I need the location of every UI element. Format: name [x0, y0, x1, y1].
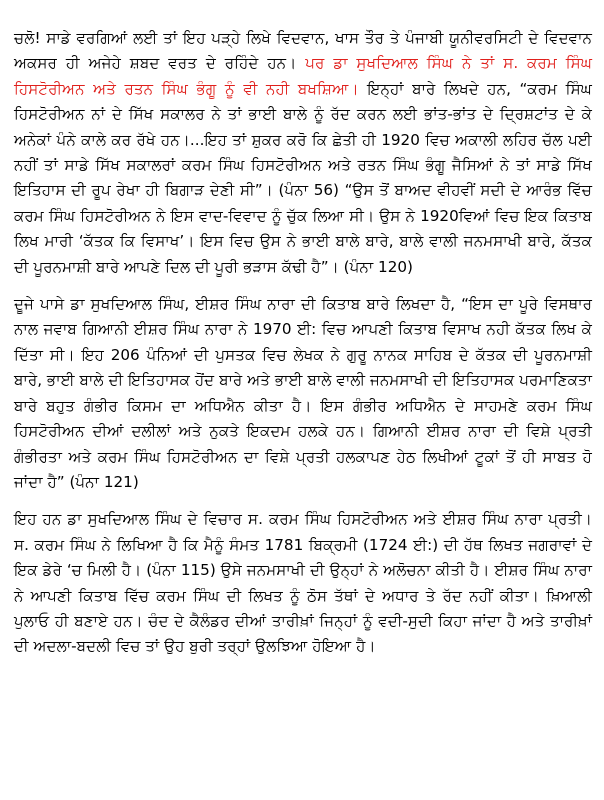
- paragraph-1: [14, 26, 592, 280]
- paragraph-1-text-start: ਚਲੋ! ਸਾਡੇ ਵਰਗਿਆਂ ਲਈ ਤਾਂ ਇਹ ਪੜ੍ਹੇ ਲਿਖੇ ਵਿਦਵਾਨ, ਖਾਸ ਤੌਰ ਤੇ ਪੰਜਾਬੀ ਯੂਨੀਵਰਸਿਟੀ ਦੇ ਵਿਦਵਾਨ ਅਕਸਰ ਹੀ ਅਜੇਹੇ ਸ਼ਬਦ ਵਰਤ ਦੇ ਰਹਿੰਦੇ ਹਨ।: [14, 29, 592, 73]
- highlighted-sentence: ਪਰ ਡਾ ਸੁਖਦਿਆਲ ਸਿੰਘ ਨੇ ਤਾਂ ਸ. ਕਰਮ ਸਿੰਘ ਹਿਸਟੋਰੀਅਨ ਅਤੇ ਰਤਨ ਸਿੰਘ ਭੰਗੂ ਨੂੰ ਵੀ ਨਹੀ ਬਖਸ਼ਿਆ।: [14, 54, 592, 98]
- paragraph-2: ਦੂਜੇ ਪਾਸੇ ਡਾ ਸੁਖਦਿਆਲ ਸਿੰਘ, ਈਸ਼ਰ ਸਿੰਘ ਨਾਰਾ ਦੀ ਕਿਤਾਬ ਬਾਰੇ ਲਿਖਦਾ ਹੈ, “ਇਸ ਦਾ ਪੂਰੇ ਵਿਸਥਾਰ ਨਾਲ ਜਵਾਬ ਗਿਆਨੀ ਈਸ਼ਰ ਸਿੰਘ ਨਾਰਾ ਨੇ 1970 ਈ: ਵਿਚ ਆਪਣੀ ਕਿਤਾਬ ਵਿਸਾਖ ਨਹੀ ਕੱਤਕ ਲਿਖ ਕੇ ਦਿੱਤਾ ਸੀ। ਇਹ 206 ਪੰਨਿਆਂ ਦੀ ਪੁਸਤਕ ਵਿਚ ਲੇਖਕ ਨੇ ਗੁਰੂ ਨਾਨਕ ਸਾਹਿਬ ਦੇ ਕੱਤਕ ਦੀ ਪੂਰਨਮਾਸ਼ੀ ਬਾਰੇ, ਭਾਈ ਬਾਲੇ ਦੀ ਇਤਿਹਾਸਕ ਹੋਂਦ ਬਾਰੇ ਅਤੇ ਭਾਈ ਬਾਲੇ ਵਾਲੀ ਜਨਮਸਾਖੀ ਦੀ ਇਤਿਹਾਸਕ ਪਰਮਾਣਿਕਤਾ ਬਾਰੇ ਬਹੁਤ ਗੰਭੀਰ ਕਿਸਮ ਦਾ ਅਧਿਐਨ ਕੀਤਾ ਹੈ। ਇਸ ਗੰਭੀਰ ਅਧਿਐਨ ਦੇ ਸਾਹਮਣੇ ਕਰਮ ਸਿੰਘ ਹਿਸਟੋਰੀਅਨ ਦੀਆਂ ਦਲੀਲਾਂ ਅਤੇ ਨੁਕਤੇ ਇਕਦਮ ਹਲਕੇ ਹਨ। ਗਿਆਨੀ ਈਸ਼ਰ ਨਾਰਾ ਦੀ ਵਿਸ਼ੇ ਪ੍ਰਤੀ ਗੰਭੀਰਤਾ ਅਤੇ ਕਰਮ ਸਿੰਘ ਹਿਸਟੋਰੀਅਨ ਦਾ ਵਿਸ਼ੇ ਪ੍ਰਤੀ ਹਲਕਾਪਣ ਹੇਠ ਲਿਖੀਆਂ ਟੂਕਾਂ ਤੋਂ ਹੀ ਸਾਬਤ ਹੋ ਜਾਂਦਾ ਹੈ” (ਪੰਨਾ 121): [14, 295, 592, 491]
- paragraph-1-text-end: ਇਨ੍ਹਾਂ ਬਾਰੇ ਲਿਖਦੇ ਹਨ, “ਕਰਮ ਸਿੰਘ ਹਿਸਟੋਰੀਅਨ ਨਾਂ ਦੇ ਸਿੱਖ ਸਕਾਲਰ ਨੇ ਤਾਂ ਭਾਈ ਬਾਲੇ ਨੂੰ ਰੱਦ ਕਰਨ ਲਈ ਭਾਂਤ-ਭਾਂਤ ਦੇ ਦ੍ਰਿਸ਼ਟਾਂਤ ਦੇ ਕੇ ਅਨੇਕਾਂ ਪੰਨੇ ਕਾਲੇ ਕਰ ਰੱਖੇ ਹਨ।...ਇਹ ਤਾਂ ਸ਼ੁਕਰ ਕਰੋ ਕਿ ਛੇਤੀ ਹੀ 1920 ਵਿਚ ਅਕਾਲੀ ਲਹਿਰ ਚੱਲ ਪਈ ਨਹੀਂ ਤਾਂ ਸਾਡੇ ਸਿੱਖ ਸਕਾਲਰਾਂ ਕਰਮ ਸਿੰਘ ਹਿਸਟੋਰੀਅਨ ਅਤੇ ਰਤਨ ਸਿੰਘ ਭੰਗੂ ਜੈਸਿਆਂ ਨੇ ਤਾਂ ਸਾਡੇ ਸਿੱਖ ਇਤਿਹਾਸ ਦੀ ਰੂਪ ਰੇਖਾ ਹੀ ਬਿਗਾੜ ਦੇਣੀ ਸੀ”। (ਪੰਨਾ 56) “ਉਸ ਤੋਂ ਬਾਅਦ ਵੀਹਵੀਂ ਸਦੀ ਦੇ ਆਰੰਭ ਵਿੱਚ ਕਰਮ ਸਿੰਘ ਹਿਸਟੋਰੀਅਨ ਨੇ ਇਸ ਵਾਦ-ਵਿਵਾਦ ਨੂੰ ਚੁੱਕ ਲਿਆ ਸੀ। ਉਸ ਨੇ 1920ਵਿਆਂ ਵਿਚ ਇਕ ਕਿਤਾਬ ਲਿਖ ਮਾਰੀ ‘ਕੱਤਕ ਕਿ ਵਿਸਾਖ’। ਇਸ ਵਿਚ ਉਸ ਨੇ ਭਾਈ ਬਾਲੇ ਬਾਰੇ, ਬਾਲੇ ਵਾਲੀ ਜਨਮਸਾਖੀ ਬਾਰੇ, ਕੱਤਕ ਦੀ ਪੂਰਨਮਾਸ਼ੀ ਬਾਰੇ ਆਪਣੇ ਦਿਲ ਦੀ ਪੂਰੀ ਭੜਾਸ ਕੱਢੀ ਹੈ”। (ਪੰਨਾ 120): [14, 79, 592, 276]
- paragraph-3: ਇਹ ਹਨ ਡਾ ਸੁਖਦਿਆਲ ਸਿੰਘ ਦੇ ਵਿਚਾਰ ਸ. ਕਰਮ ਸਿੰਘ ਹਿਸਟੋਰੀਅਨ ਅਤੇ ਈਸ਼ਰ ਸਿੰਘ ਨਾਰਾ ਪ੍ਰਤੀ। ਸ. ਕਰਮ ਸਿੰਘ ਨੇ ਲਿਖਿਆ ਹੈ ਕਿ ਮੈਨੂੰ ਸੰਮਤ 1781 ਬਿਕ੍ਰਮੀ (1724 ਈ:) ਦੀ ਹੱਥ ਲਿਖਤ ਜਗਰਾਵਾਂ ਦੇ ਇਕ ਡੇਰੇ ‘ਚ ਮਿਲੀ ਹੈ। (ਪੰਨਾ 115) ਉਸੇ ਜਨਮਸਾਖੀ ਦੀ ਉਨ੍ਹਾਂ ਨੇ ਅਲੋਚਨਾ ਕੀਤੀ ਹੈ। ਈਸ਼ਰ ਸਿੰਘ ਨਾਰਾ ਨੇ ਆਪਣੀ ਕਿਤਾਬ ਵਿੱਚ ਕਰਮ ਸਿੰਘ ਦੀ ਲਿਖਤ ਨੂੰ ਠੋਸ ਤੱਥਾਂ ਦੇ ਅਧਾਰ ਤੇ ਰੱਦ ਨਹੀਂ ਕੀਤਾ। ਖ਼ਿਆਲੀ ਪੁਲਾਓ ਹੀ ਬਣਾਏ ਹਨ। ਚੰਦ ਦੇ ਕੈਲੰਡਰ ਦੀਆਂ ਤਾਰੀਖ਼ਾਂ ਜਿਨ੍ਹਾਂ ਨੂੰ ਵਦੀ-ਸੁਦੀ ਕਿਹਾ ਜਾਂਦਾ ਹੈ ਅਤੇ ਤਾਰੀਖ਼ਾਂ ਦੀ ਅਦਲਾ-ਬਦਲੀ ਵਿਚ ਤਾਂ ਉਹ ਬੁਰੀ ਤਰ੍ਹਾਂ ਉਲਝਿਆ ਹੋਇਆ ਹੈ।: [14, 510, 592, 656]
